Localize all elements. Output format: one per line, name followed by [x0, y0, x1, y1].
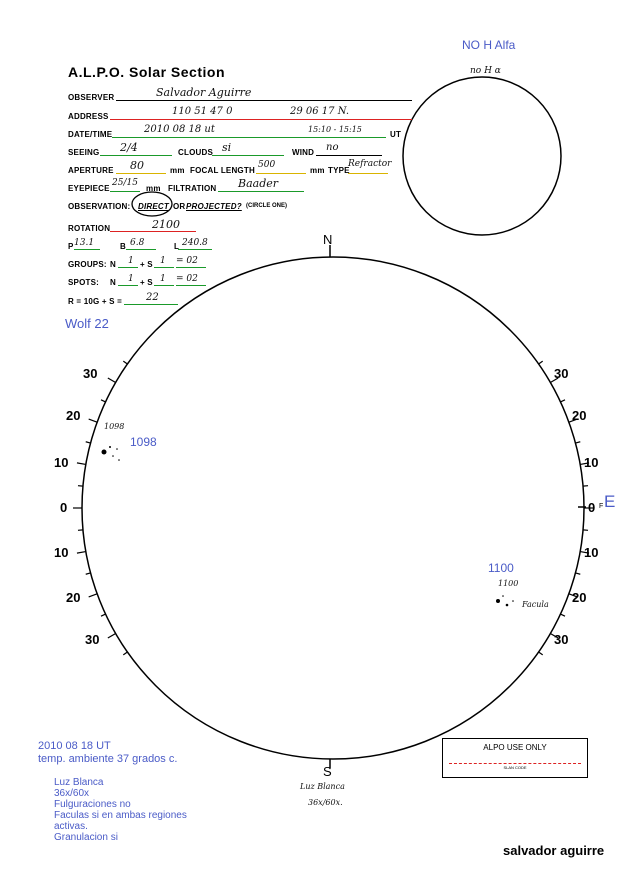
observation-label: OBSERVATION:	[68, 202, 131, 211]
seeing-label: SEEING	[68, 148, 100, 157]
latitude-tick	[77, 463, 86, 465]
wolf-number: Wolf 22	[65, 316, 109, 331]
p-value: 13.1	[74, 238, 95, 248]
lat-right-s10: 10	[584, 545, 599, 560]
latitude-tick	[539, 652, 543, 655]
latitude-tick	[575, 573, 580, 574]
address-label: ADDRESS	[68, 112, 109, 121]
right-latitude-ticks	[539, 361, 596, 655]
time-range-value: 15:10 - 15:15	[308, 125, 362, 134]
lat-left-s10: 10	[54, 545, 69, 560]
latitude-tick	[101, 400, 106, 402]
groups-s-value: 1	[160, 256, 166, 266]
region-1100-handwriting: 1100	[498, 579, 519, 588]
ut-label: UT	[390, 130, 402, 139]
note-line: 36x/60x	[54, 788, 90, 799]
datetime-value: 2010 08 18 ut	[144, 124, 215, 135]
south-label: S	[323, 764, 332, 779]
latitude-tick	[86, 573, 91, 574]
latitude-tick	[108, 378, 116, 383]
aperture-value: 80	[130, 159, 144, 172]
sunspot-group-1100	[496, 595, 514, 606]
region-1098-handwriting: 1098	[104, 422, 125, 431]
north-label: N	[323, 232, 333, 247]
eyepiece-mm-label: mm	[146, 184, 161, 193]
observation-notes	[54, 777, 187, 843]
latitude-tick	[560, 400, 565, 402]
rotation-value: 2100	[152, 218, 180, 231]
observation-date: 2010 08 18 UT	[38, 740, 111, 752]
note-line: Granulacion si	[54, 832, 118, 843]
sunspot	[506, 604, 509, 607]
lat-left-n20: 20	[66, 408, 81, 423]
sunspot	[118, 459, 120, 461]
lat-right-0: 0	[588, 500, 596, 515]
focal-length-label: FOCAL LENGTH	[190, 166, 255, 175]
latitude-tick	[560, 614, 565, 616]
focal-mm-label: mm	[310, 166, 325, 175]
seeing-value: 2/4	[120, 141, 138, 154]
alpo-use-only-label: ALPO USE ONLY	[483, 743, 547, 752]
l-label: L	[174, 242, 180, 251]
groups-n-label: N	[110, 260, 116, 269]
clouds-label: CLOUDS	[178, 148, 213, 157]
wind-value: no	[326, 142, 339, 153]
spots-s-value: 1	[160, 274, 166, 284]
facula-note: Facula	[522, 600, 549, 609]
sunspot-group-1098	[102, 446, 120, 461]
note-line: Faculas si en ambas regiones	[54, 810, 187, 821]
circle-one-hint: (CIRCLE ONE)	[246, 203, 287, 209]
address-value: 110 51 47 0	[172, 106, 233, 117]
east-label: E	[604, 492, 616, 511]
aperture-mm-label: mm	[170, 166, 185, 175]
b-value: 6.8	[130, 238, 145, 248]
sunspot	[512, 600, 514, 602]
latitude-tick	[89, 594, 97, 597]
filtration-label: FILTRATION	[168, 184, 217, 193]
form-title: A.L.P.O. Solar Section	[68, 64, 226, 80]
spots-n-label: N	[110, 278, 116, 287]
rotation-label: ROTATION	[68, 224, 111, 233]
sunspot	[496, 599, 500, 603]
alpo-use-only-box	[442, 738, 588, 778]
sunspot	[102, 450, 107, 455]
address-value-2: 29 06 17 N.	[290, 106, 349, 117]
spots-n-value: 1	[128, 274, 134, 284]
region-1098-label: 1098	[130, 435, 157, 449]
sunspot	[112, 455, 114, 457]
lat-right-s30: 30	[554, 632, 569, 647]
note-line: activas.	[54, 821, 88, 832]
type-value: Refractor	[348, 159, 392, 169]
latitude-tick	[123, 361, 127, 364]
direct-option[interactable]: DIRECT	[138, 202, 169, 211]
latitude-tick	[539, 361, 543, 364]
sunspot	[502, 595, 504, 597]
aperture-label: APERTURE	[68, 166, 114, 175]
latitude-tick	[123, 652, 127, 655]
p-label: P	[68, 242, 74, 251]
lat-right-s20: 20	[572, 590, 587, 605]
ambient-temperature: temp. ambiente 37 grados c.	[38, 753, 178, 765]
note-line: Luz Blanca	[54, 777, 104, 788]
latitude-tick	[101, 614, 106, 616]
lat-left-0: 0	[60, 500, 68, 515]
lat-right-n30: 30	[554, 366, 569, 381]
lat-left-n10: 10	[54, 455, 69, 470]
clouds-value: si	[222, 141, 232, 154]
observer-value: Salvador Aguirre	[156, 86, 252, 99]
eyepiece-value: 25/15	[112, 178, 138, 188]
no-h-alfa-handwriting: no H α	[470, 66, 501, 76]
or-label: OR	[173, 202, 186, 211]
eyepiece-label: EYEPIECE	[68, 184, 110, 193]
focal-length-value: 500	[258, 160, 276, 170]
lat-right-n10: 10	[584, 455, 599, 470]
groups-label: GROUPS:	[68, 260, 107, 269]
latitude-tick	[77, 552, 86, 554]
latitude-tick	[108, 634, 116, 639]
east-small-label: F	[599, 503, 604, 510]
latitude-tick	[575, 442, 580, 443]
lat-right-n20: 20	[572, 408, 587, 423]
latitude-tick	[86, 442, 91, 443]
solar-disk-outline	[82, 257, 587, 759]
spots-label: SPOTS:	[68, 278, 99, 287]
groups-s-label: + S	[140, 260, 153, 269]
lat-left-n30: 30	[83, 366, 98, 381]
latitude-tick	[89, 419, 97, 422]
l-value: 240.8	[182, 238, 208, 248]
lat-left-s30: 30	[85, 632, 100, 647]
groups-n-value: 1	[128, 256, 134, 266]
type-label: TYPE	[328, 166, 350, 175]
region-1100-label: 1100	[488, 561, 514, 575]
lat-left-s20: 20	[66, 590, 81, 605]
observer-label: OBSERVER	[68, 93, 115, 102]
wind-label: WIND	[292, 148, 315, 157]
no-h-alfa-label: NO H Alfa	[462, 38, 516, 52]
r-formula-label: R = 10G + S =	[68, 297, 122, 306]
slan-code-label: SLAN CODE	[503, 765, 527, 770]
projected-option[interactable]: PROJECTED?	[186, 202, 242, 211]
datetime-label: DATE/TIME	[68, 130, 113, 139]
sunspot	[109, 446, 111, 448]
left-latitude-ticks	[73, 361, 127, 655]
author-name: salvador aguirre	[503, 843, 605, 858]
spots-s-label: + S	[140, 278, 153, 287]
b-label: B	[120, 242, 126, 251]
sunspot	[116, 448, 118, 450]
handwritten-luz-blanca: Luz Blanca	[300, 782, 345, 791]
r-value: 22	[146, 292, 159, 303]
groups-total: = 02	[176, 256, 198, 266]
filtration-value: Baader	[238, 177, 279, 190]
note-line: Fulguraciones no	[54, 799, 131, 810]
spots-total: = 02	[176, 274, 198, 284]
handwritten-magnification: 36x/60x.	[308, 798, 343, 807]
